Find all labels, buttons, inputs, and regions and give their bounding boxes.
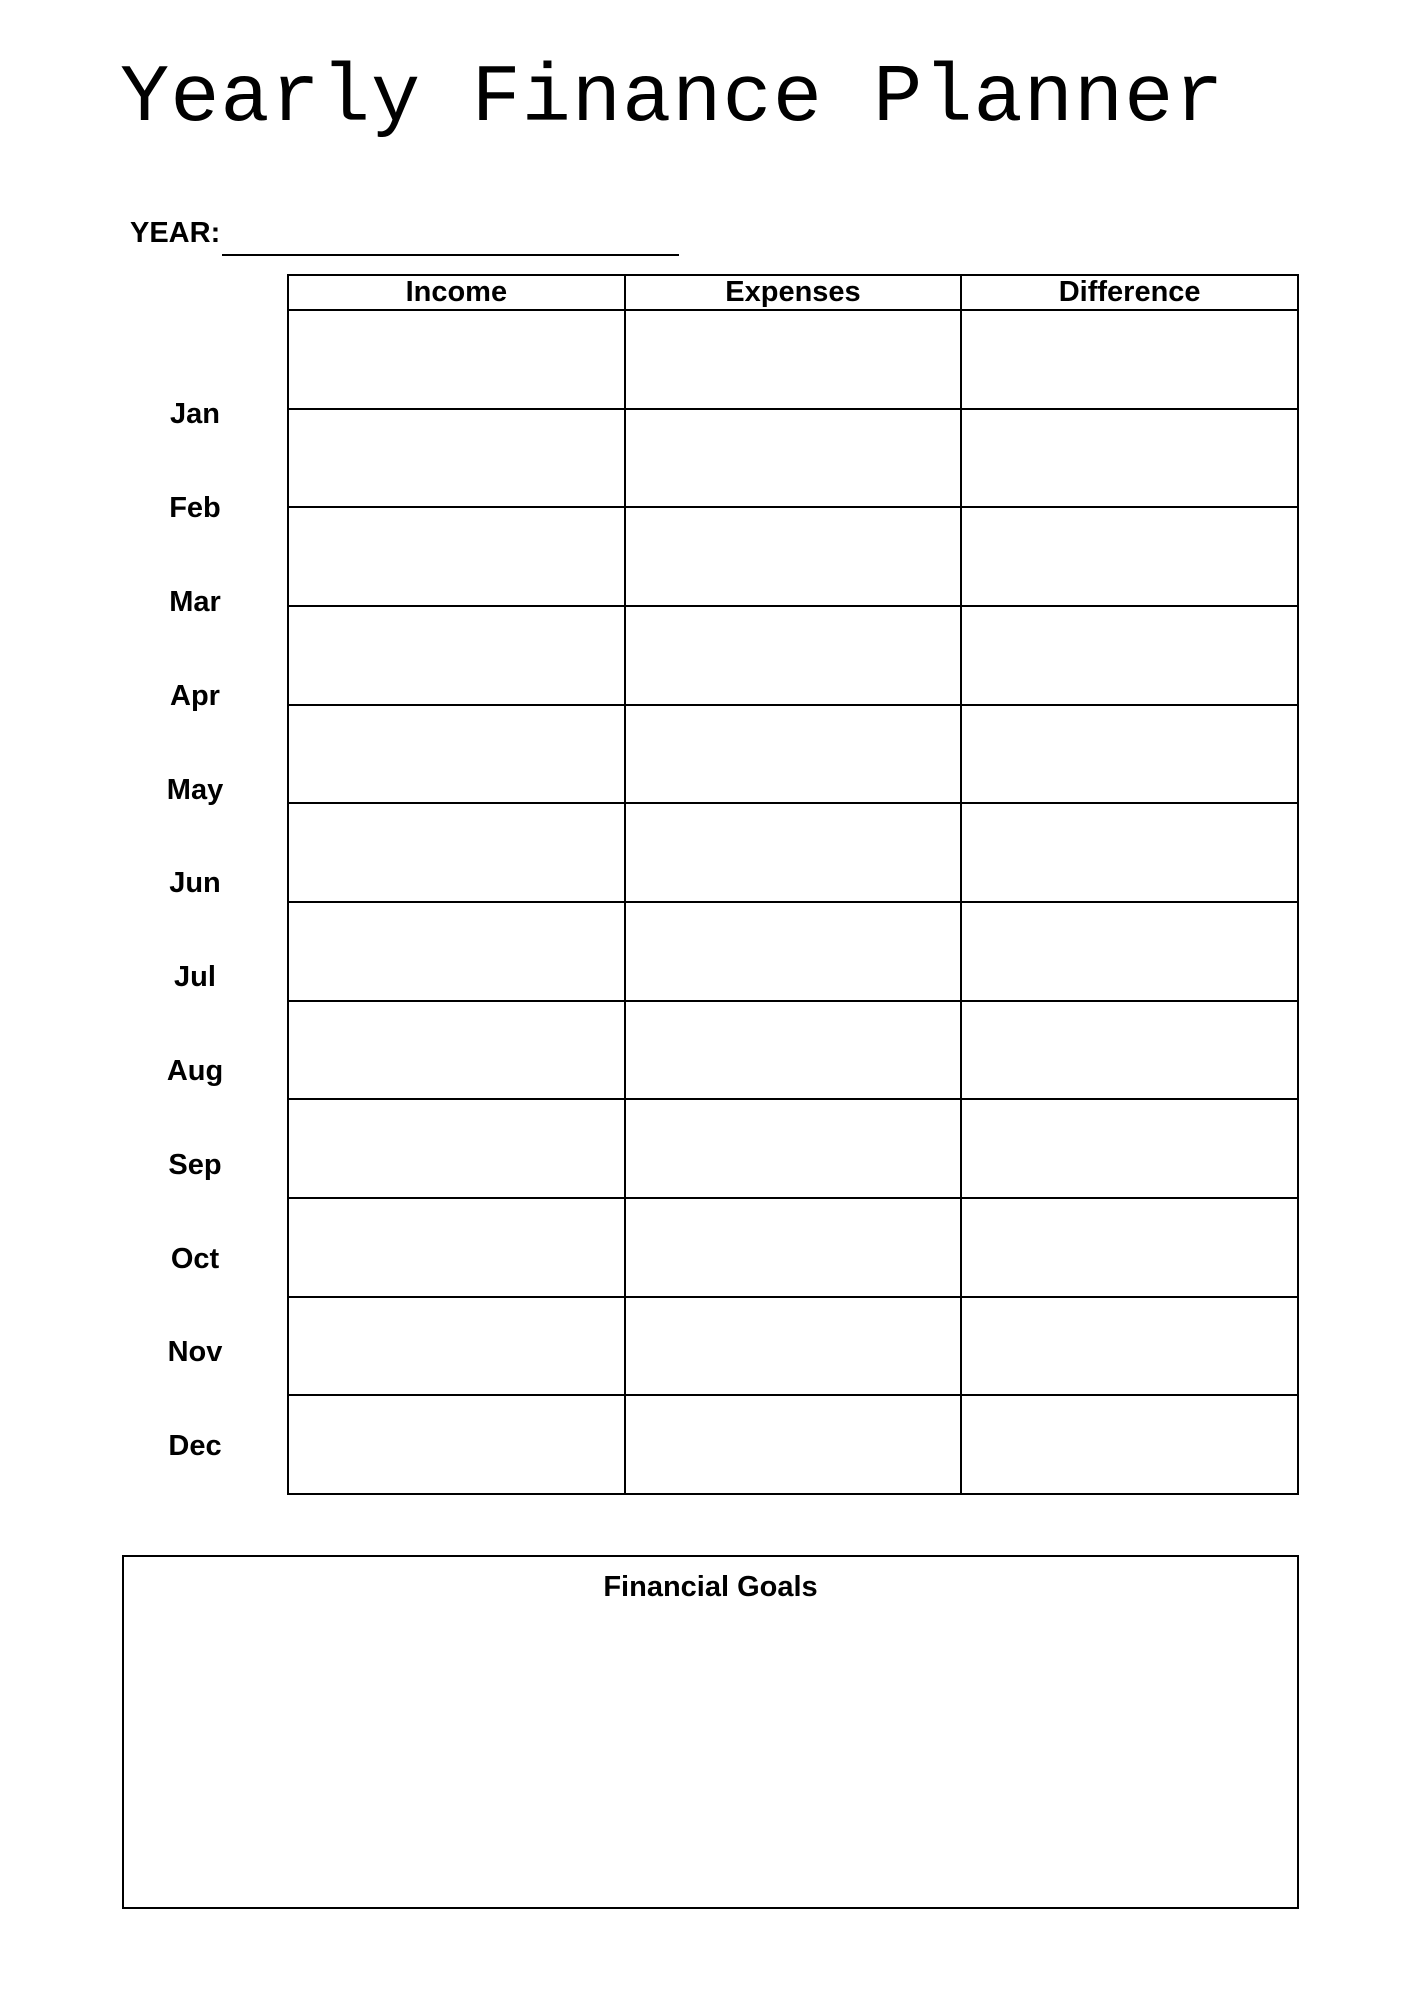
income-cell[interactable]	[288, 409, 625, 508]
table-row	[288, 902, 1298, 1001]
year-input-line[interactable]	[222, 218, 679, 256]
expenses-cell[interactable]	[625, 507, 962, 606]
month-label-nov: Nov	[167, 1336, 223, 1369]
header-expenses: Expenses	[625, 275, 962, 310]
expenses-cell[interactable]	[625, 409, 962, 508]
month-label-may: May	[166, 773, 224, 806]
table-row	[288, 1395, 1298, 1494]
expenses-cell[interactable]	[625, 902, 962, 1001]
table-row	[288, 507, 1298, 606]
difference-cell[interactable]	[961, 902, 1298, 1001]
month-label-sep: Sep	[168, 1148, 222, 1181]
table-row	[288, 1099, 1298, 1198]
month-label-oct: Oct	[170, 1242, 220, 1275]
table-row	[288, 409, 1298, 508]
month-label-dec: Dec	[168, 1430, 222, 1463]
year-label: YEAR:	[130, 217, 221, 249]
expenses-cell[interactable]	[625, 1198, 962, 1297]
difference-cell[interactable]	[961, 803, 1298, 902]
income-cell[interactable]	[288, 902, 625, 1001]
difference-cell[interactable]	[961, 507, 1298, 606]
income-cell[interactable]	[288, 310, 625, 409]
header-difference: Difference	[961, 275, 1298, 310]
table-row	[288, 803, 1298, 902]
financial-goals-title: Financial Goals	[603, 1571, 818, 1603]
month-label-apr: Apr	[170, 679, 220, 712]
month-label-mar: Mar	[169, 585, 221, 618]
difference-cell[interactable]	[961, 1297, 1298, 1396]
expenses-cell[interactable]	[625, 803, 962, 902]
difference-cell[interactable]	[961, 1198, 1298, 1297]
month-label-jul: Jul	[174, 961, 216, 994]
table-row	[288, 606, 1298, 705]
header-income: Income	[288, 275, 625, 310]
finance-table	[287, 274, 1299, 1495]
expenses-cell[interactable]	[625, 1297, 962, 1396]
month-label-feb: Feb	[169, 492, 221, 525]
difference-cell[interactable]	[961, 1001, 1298, 1100]
month-label-aug: Aug	[166, 1054, 224, 1087]
income-cell[interactable]	[288, 1198, 625, 1297]
table-row	[288, 705, 1298, 804]
month-label-jan: Jan	[170, 398, 220, 431]
expenses-cell[interactable]	[625, 1001, 962, 1100]
income-cell[interactable]	[288, 1395, 625, 1494]
page-title: Yearly Finance Planner	[120, 52, 1225, 145]
income-cell[interactable]	[288, 1001, 625, 1100]
financial-goals-box[interactable]	[122, 1555, 1299, 1909]
income-cell[interactable]	[288, 507, 625, 606]
expenses-cell[interactable]	[625, 705, 962, 804]
expenses-cell[interactable]	[625, 606, 962, 705]
month-labels	[140, 368, 250, 1494]
difference-cell[interactable]	[961, 606, 1298, 705]
expenses-cell[interactable]	[625, 1395, 962, 1494]
income-cell[interactable]	[288, 1099, 625, 1198]
difference-cell[interactable]	[961, 409, 1298, 508]
year-field	[130, 212, 679, 256]
expenses-cell[interactable]	[625, 310, 962, 409]
expenses-cell[interactable]	[625, 1099, 962, 1198]
income-cell[interactable]	[288, 803, 625, 902]
difference-cell[interactable]	[961, 1099, 1298, 1198]
table-row	[288, 1297, 1298, 1396]
income-cell[interactable]	[288, 1297, 625, 1396]
income-cell[interactable]	[288, 606, 625, 705]
table-row	[288, 1198, 1298, 1297]
table-header-row	[288, 275, 1298, 310]
income-cell[interactable]	[288, 705, 625, 804]
difference-cell[interactable]	[961, 1395, 1298, 1494]
month-label-jun: Jun	[169, 867, 221, 900]
table-row	[288, 1001, 1298, 1100]
table-row	[288, 310, 1298, 409]
difference-cell[interactable]	[961, 705, 1298, 804]
difference-cell[interactable]	[961, 310, 1298, 409]
